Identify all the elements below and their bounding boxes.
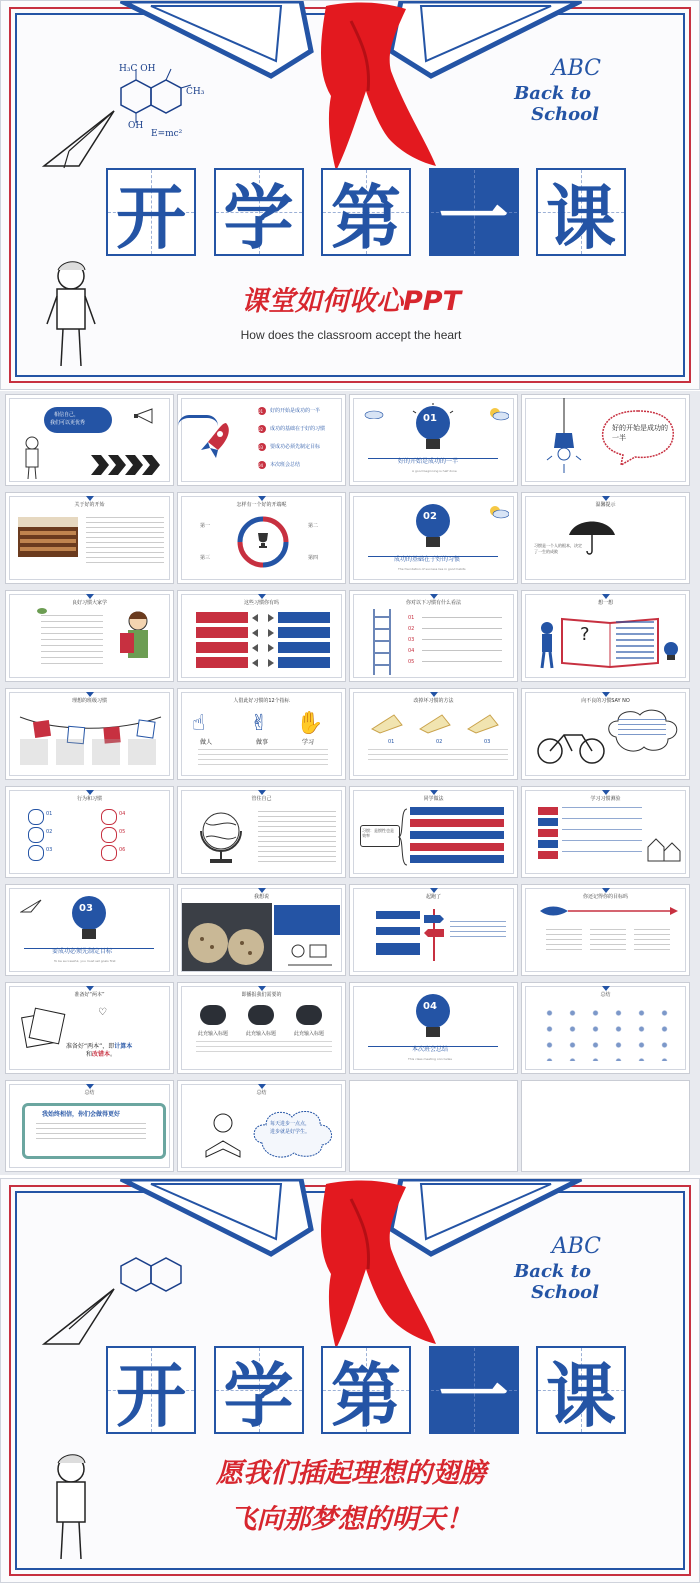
red-scarf-icon: [296, 1, 446, 176]
teacher-doodle-icon: [116, 609, 161, 671]
thumb-title: 人借此好习惯的12个指标: [233, 698, 290, 704]
thumb-title: 同学做法: [423, 796, 444, 802]
ending-slide[interactable]: [0, 1178, 700, 1583]
slide-thumb-1[interactable]: [5, 394, 174, 486]
title-char-box: 一: [429, 168, 519, 256]
school-text: School: [531, 1282, 599, 1303]
step-num: 01: [388, 739, 395, 745]
thumb-title: 我想说: [253, 894, 269, 900]
thumb-title: 理想的班级习惯: [71, 698, 107, 704]
cover-subtitle: 课堂如何收心PPT: [241, 286, 461, 317]
thumb-title: 想一想: [597, 600, 613, 606]
slide-thumb-30[interactable]: [177, 1080, 346, 1172]
lightbulb-icon: [66, 893, 112, 945]
behavior-num: 03: [46, 847, 53, 853]
agenda-item: 好的开始是成功的一半: [270, 408, 321, 414]
quadrant-label: 第一: [200, 523, 211, 529]
photos-sketch-icon: [20, 1007, 66, 1053]
formula-ch3: CH₃: [186, 87, 205, 97]
reading-child-doodle-icon: [198, 1111, 248, 1159]
paper-pen-icon: [368, 711, 508, 735]
behavior-num: 04: [119, 811, 126, 817]
title-char-box: 一: [429, 1346, 519, 1434]
motto-line-2: 进步就是好学生。: [270, 1129, 311, 1135]
slide-thumb-8[interactable]: [521, 492, 690, 584]
slide-thumb-25[interactable]: [5, 982, 174, 1074]
thumb1-bubble-line2: 我们可以更优秀: [50, 420, 86, 426]
empty-slot: [349, 1080, 518, 1172]
cover-slide[interactable]: [0, 0, 700, 390]
slide-thumb-13[interactable]: [5, 688, 174, 780]
cover-title-row: [106, 168, 626, 258]
thumb-title: 良好习惯大家学: [71, 600, 107, 606]
section-title: 成功的基础在于好的习惯: [394, 556, 461, 563]
section-subtitle: A good beginning is half done: [412, 469, 457, 473]
thumb-title: 关于好的开始: [74, 502, 105, 508]
thumb-title: 改掉坏习惯的方法: [413, 698, 454, 704]
slide-thumb-26[interactable]: [177, 982, 346, 1074]
hand-one-icon: ☝: [192, 711, 206, 736]
thumb-title: 你还记得你的目标吗: [582, 894, 628, 900]
question-mark: ?: [580, 624, 590, 645]
bicycle-icon: [536, 725, 606, 765]
photo-caption: 此充输入标题: [198, 1031, 229, 1037]
title-char-box: 课: [536, 1346, 626, 1434]
thumb-title: 总结: [84, 1090, 95, 1096]
section-title: 本次班会总结: [412, 1046, 449, 1053]
thumb-title: 即播报我们需要的: [241, 992, 282, 998]
habit-label: 做人: [200, 739, 213, 746]
slide-thumb-27[interactable]: [349, 982, 518, 1074]
lightbulb-icon: [410, 501, 456, 553]
school-text: School: [531, 104, 599, 125]
paper-plane-icon: [20, 899, 42, 913]
houses-doodle-icon: [646, 833, 682, 863]
tip-text: 习惯是一个人的根本，决定了一生的成败: [534, 543, 582, 554]
thumb-title: 总结: [600, 992, 611, 998]
agenda-item: 要成功必须先制定目标: [270, 444, 321, 450]
hanging-lightbulb-icon: [544, 398, 584, 478]
boy-doodle-icon: [21, 435, 43, 480]
title-char-box: 第: [321, 168, 411, 256]
bubble-text: 好的开始是成功的一半: [612, 424, 668, 442]
section-number: 01: [423, 413, 437, 424]
globe-icon: [196, 809, 246, 865]
slide-thumb-7[interactable]: [349, 492, 518, 584]
paper-plane-icon: [39, 106, 119, 176]
list-num: 05: [408, 659, 415, 665]
slide-thumbnail-grid: [0, 391, 700, 1175]
behavior-num: 06: [119, 847, 126, 853]
slide-thumb-2[interactable]: [177, 394, 346, 486]
back-to-text: Back to: [514, 83, 591, 104]
direction-sign-icon: [422, 905, 446, 963]
behavior-num: 05: [119, 829, 126, 835]
title-char-box: 学: [214, 1346, 304, 1434]
section-number: 04: [423, 1001, 437, 1012]
photo-caption: 此充输入标题: [246, 1031, 277, 1037]
section-title: 好的开始是成功的一半: [398, 458, 459, 465]
section-subtitle: To be successful, you must set goals first: [54, 959, 116, 963]
step-num: 03: [484, 739, 491, 745]
section-subtitle: The foundation of success lies in good habits: [398, 567, 466, 571]
slide-thumb-20[interactable]: [521, 786, 690, 878]
back-to-text: Back to: [514, 1261, 591, 1282]
slide-thumb-24[interactable]: [521, 884, 690, 976]
slide-thumb-23[interactable]: [349, 884, 518, 976]
slide-thumb-14[interactable]: [177, 688, 346, 780]
pen-nib-icon: [538, 905, 678, 917]
habit-label: 做事: [256, 739, 269, 746]
thumb-title: 温馨提示: [595, 502, 616, 508]
two-books-text-2: 和改错本。: [86, 1051, 117, 1058]
list-num: 02: [408, 626, 415, 632]
agenda-item: 本次班会总结: [270, 462, 301, 468]
agenda-num: 01: [258, 409, 264, 414]
slide-thumb-17[interactable]: [5, 786, 174, 878]
section-number: 03: [79, 903, 93, 914]
lightbulb-icon: [410, 991, 456, 1043]
center-text: 习惯：是惯性也是效率: [362, 828, 394, 838]
slide-thumb-12[interactable]: [521, 590, 690, 682]
drawing-doodle-icon: [288, 939, 332, 969]
thumb-title: 行为和习惯: [76, 796, 102, 802]
title-char-box: 开: [106, 168, 196, 256]
brace-icon: [398, 807, 408, 867]
thumb-title: 怎样有一个好的开端呢: [236, 502, 287, 508]
quadrant-label: 第四: [308, 555, 319, 561]
thumb-title: 准备好“两本”: [74, 992, 105, 998]
slide-thumb-21[interactable]: [5, 884, 174, 976]
sun-icon: [485, 503, 509, 519]
habit-label: 学习: [302, 739, 315, 746]
thumb1-bubble-line1: 相信自己，: [54, 412, 80, 418]
motto-line-1: 每天进步一点点，: [270, 1121, 311, 1127]
empty-slot: [521, 1080, 690, 1172]
lightbulb-icon: [662, 641, 680, 663]
double-arrow-icon: [252, 614, 274, 668]
sun-icon: [485, 405, 509, 421]
rocket-icon: [196, 420, 234, 465]
thumb-title: 你对以下习惯有什么看法: [405, 600, 461, 606]
quadrant-label: 第三: [200, 555, 211, 561]
arrow-chevrons-icon: [91, 455, 161, 475]
thumb-title: 学习习惯测验: [590, 796, 621, 802]
abc-text: ABC: [551, 56, 601, 81]
pancake-photo-icon: [182, 903, 272, 971]
behavior-num: 02: [46, 829, 53, 835]
stick-figure-icon: [536, 621, 558, 669]
formula-oh: OH: [128, 121, 144, 131]
slide-thumb-16[interactable]: [521, 688, 690, 780]
slide-thumb-19[interactable]: [349, 786, 518, 878]
slide-thumb-18[interactable]: [177, 786, 346, 878]
slide-thumb-28[interactable]: [521, 982, 690, 1074]
slide-thumb-4[interactable]: [521, 394, 690, 486]
trophy-icon: [255, 531, 271, 549]
formula-top: H₃C OH: [119, 64, 156, 74]
thumb-title: 总结: [256, 1090, 267, 1096]
section-number: 02: [423, 511, 437, 522]
slide-thumb-11[interactable]: [349, 590, 518, 682]
step-num: 02: [436, 739, 443, 745]
theater-photo-icon: [18, 517, 78, 557]
thumb-title: 管住自己: [251, 796, 272, 802]
section-title: 要成功必须先制定目标: [52, 948, 113, 955]
slide-thumb-9[interactable]: [5, 590, 174, 682]
thumb-title: 起跑了: [425, 894, 441, 900]
title-char-box: 开: [106, 1346, 196, 1434]
thumb-title: 这些习惯你有吗: [243, 600, 279, 606]
lightbulb-icon: [410, 403, 456, 455]
title-char-box: 学: [214, 168, 304, 256]
list-num: 04: [408, 648, 415, 654]
bird-icon: [36, 607, 48, 615]
slide-thumb-6[interactable]: [177, 492, 346, 584]
paper-plane-icon: [39, 1284, 119, 1354]
agenda-num: 04: [258, 463, 264, 468]
slide-thumb-15[interactable]: [349, 688, 518, 780]
cloud-icon: [364, 409, 384, 419]
agenda-num: 02: [258, 427, 264, 432]
behavior-num: 01: [46, 811, 53, 817]
slide-thumb-10[interactable]: [177, 590, 346, 682]
molecule-doodle-icon: [106, 63, 216, 138]
ladder-icon: [370, 609, 394, 675]
list-num: 01: [408, 615, 415, 621]
cover-english-subtitle: How does the classroom accept the heart: [240, 328, 462, 342]
quadrant-label: 第二: [308, 523, 319, 529]
megaphone-icon: [134, 407, 164, 425]
photo-caption: 此充输入标题: [294, 1031, 325, 1037]
red-scarf-icon: [296, 1179, 446, 1354]
title-char-box: 第: [321, 1346, 411, 1434]
ending-line-2: 飞向那梦想的明天！: [229, 1504, 473, 1535]
section-subtitle: This class meeting concludes: [408, 1057, 452, 1061]
abc-text: ABC: [551, 1234, 601, 1259]
formula-emc2: E=mc²: [151, 129, 183, 139]
slide-thumb-29[interactable]: [5, 1080, 174, 1172]
title-char-box: 课: [536, 168, 626, 256]
molecule-doodle-icon: [106, 1241, 216, 1316]
list-num: 03: [408, 637, 415, 643]
slide-thumb-3[interactable]: [349, 394, 518, 486]
ending-title-row: [106, 1346, 626, 1436]
summary-text: 我始终相信，你们会做得更好: [42, 1111, 121, 1118]
heart-icon: ♡: [98, 1007, 107, 1018]
two-books-text: 准备好“两本”，即计算本: [66, 1043, 133, 1050]
ending-line-1: 愿我们插起理想的翅膀: [216, 1458, 486, 1489]
thumb-title: 向不良的习惯SAY NO: [581, 698, 630, 704]
agenda-item: 成功的基础在于好的习惯: [270, 426, 326, 432]
hand-three-icon: ✋: [296, 711, 324, 736]
hand-two-icon: ✌: [250, 711, 269, 736]
agenda-num: 03: [258, 445, 264, 450]
slide-thumb-5[interactable]: [5, 492, 174, 584]
slide-thumb-22[interactable]: [177, 884, 346, 976]
